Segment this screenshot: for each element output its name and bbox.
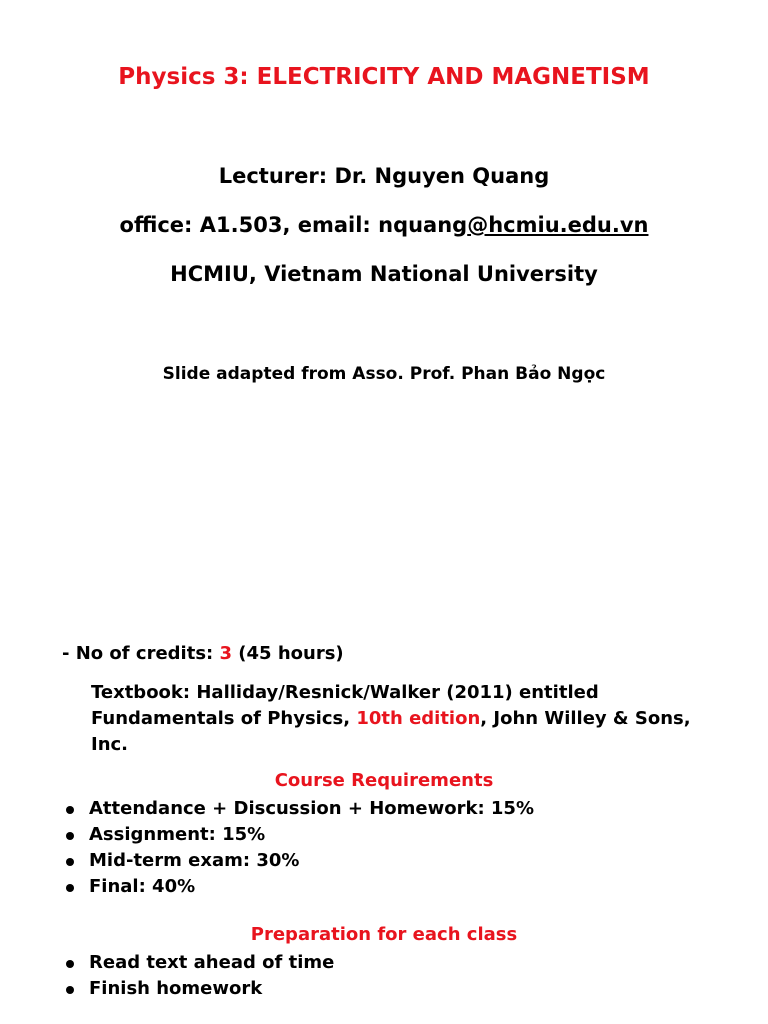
bullet-dot-icon	[66, 960, 74, 968]
adapted-credit-line: Slide adapted from Asso. Prof. Phan Bảo Ngọc	[162, 364, 606, 384]
credits-line	[62, 643, 344, 664]
list-item	[62, 822, 534, 848]
list-item	[62, 848, 534, 874]
list-item-text: Mid-term exam: 30%	[89, 850, 300, 871]
office-email-line	[0, 213, 768, 237]
lecturer-line: Lecturer: Dr. Nguyen Quang	[218, 164, 550, 188]
office-text: office: A1.503, email: nquang	[119, 213, 468, 237]
university-line: HCMIU, Vietnam National University	[170, 262, 598, 286]
bullet-dot-icon	[66, 806, 74, 814]
credits-prefix: - No of credits:	[62, 643, 220, 664]
textbook-paragraph	[91, 680, 691, 758]
credits-suffix: (45 hours)	[232, 643, 344, 664]
bullet-dot-icon	[66, 858, 74, 866]
list-item-text: Finish homework	[89, 978, 263, 999]
list-item	[62, 976, 334, 1002]
list-item	[62, 874, 534, 900]
textbook-part1: Textbook: Halliday/Resnick/Walker (2011) entitled Fundamentals of Physics,	[91, 682, 599, 729]
list-item-text: Assignment: 15%	[89, 824, 266, 845]
list-item	[62, 950, 334, 976]
bullet-dot-icon	[66, 884, 74, 892]
textbook-edition: 10th edition	[356, 708, 481, 729]
bullet-dot-icon	[66, 986, 74, 994]
list-item-text: Final: 40%	[89, 876, 196, 897]
preparation-heading: Preparation for each class	[250, 924, 518, 945]
email-domain-link[interactable]: @hcmiu.edu.vn	[467, 213, 649, 237]
preparation-list	[62, 950, 334, 1002]
textbook-part2: , John Willey & Sons, Inc.	[91, 708, 691, 755]
credits-number: 3	[219, 643, 233, 664]
list-item-text: Attendance + Discussion + Homework: 15%	[89, 798, 534, 819]
list-item	[62, 796, 534, 822]
course-requirements-heading: Course Requirements	[274, 770, 494, 791]
course-requirements-list	[62, 796, 534, 900]
slide-title: Physics 3: ELECTRICITY AND MAGNETISM	[118, 64, 650, 90]
bullet-dot-icon	[66, 832, 74, 840]
list-item-text: Read text ahead of time	[89, 952, 335, 973]
